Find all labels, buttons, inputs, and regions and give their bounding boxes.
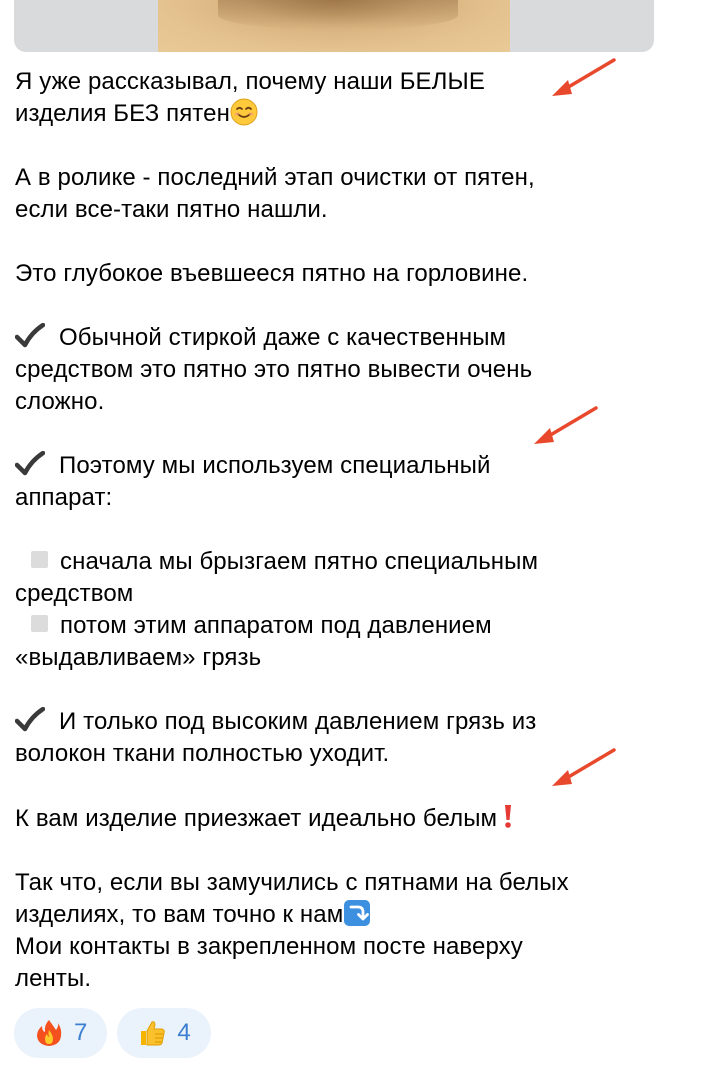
annotation-arrow-icon <box>546 56 626 106</box>
annotation-arrow-icon <box>546 746 626 796</box>
reaction-thumbs-up-button[interactable] <box>117 1008 210 1058</box>
text-span: изделиях, то вам точно к нам <box>15 901 344 928</box>
paragraph <box>15 867 655 995</box>
paragraph <box>15 802 655 835</box>
check-mark-icon <box>15 323 45 349</box>
text-line: волокон ткани полностью уходит. <box>15 740 390 767</box>
text-line <box>15 802 655 835</box>
check-mark-icon <box>15 451 45 477</box>
text-line <box>15 322 655 354</box>
smiling-face-icon <box>230 98 258 126</box>
reaction-count: 4 <box>177 1019 191 1046</box>
text-span: Поэтому мы используем специальный <box>59 452 491 479</box>
text-span: И только под высоким давлением грязь из <box>59 708 537 735</box>
text-line: средством <box>15 580 134 607</box>
paragraph <box>15 546 655 674</box>
check-mark-icon <box>15 707 45 733</box>
text-span: изделия БЕЗ пятен <box>15 100 230 127</box>
bullet-square-icon <box>31 551 48 568</box>
text-line <box>15 450 655 482</box>
text-line: Я уже рассказывал, почему наши БЕЛЫЕ <box>15 68 485 95</box>
text-line: Это глубокое въевшееся пятно на горловине. <box>15 260 529 287</box>
exclamation-icon <box>501 802 515 830</box>
text-line <box>15 899 655 931</box>
text-line: средством это пятно это пятно вывести очень <box>15 356 533 383</box>
paragraph <box>15 258 655 290</box>
annotation-arrow-icon <box>528 404 608 454</box>
text-line: если все-таки пятно нашли. <box>15 196 328 223</box>
text-span: Обычной стиркой даже с качественным <box>59 324 507 351</box>
paragraph <box>15 450 655 514</box>
photo-thumbnail[interactable] <box>158 0 510 52</box>
arrow-curving-down-icon <box>343 899 371 927</box>
text-span: сначала мы брызгаем пятно специальным <box>60 548 539 575</box>
text-span: потом этим аппаратом под давлением <box>60 612 492 639</box>
reaction-count: 7 <box>74 1019 88 1046</box>
text-span: К вам изделие приезжает идеально белым <box>15 805 498 832</box>
paragraph <box>15 162 655 226</box>
text-line: «выдавливаем» грязь <box>15 644 262 671</box>
text-line: сложно. <box>15 388 105 415</box>
text-line <box>15 706 655 738</box>
fire-icon <box>34 1018 64 1048</box>
text-line: А в ролике - последний этап очистки от пятен, <box>15 164 535 191</box>
media-preview[interactable] <box>14 0 654 52</box>
text-line <box>15 610 655 642</box>
text-line: ленты. <box>15 965 92 992</box>
text-line: аппарат: <box>15 484 113 511</box>
reaction-fire-button[interactable] <box>14 1008 107 1058</box>
thumbs-up-icon <box>137 1018 167 1048</box>
text-line <box>15 546 655 578</box>
text-line: Так что, если вы замучились с пятнами на белых <box>15 869 569 896</box>
bullet-square-icon <box>31 615 48 632</box>
text-line: Мои контакты в закрепленном посте наверху <box>15 933 523 960</box>
message-text <box>15 66 655 995</box>
reactions-bar <box>14 1008 211 1058</box>
